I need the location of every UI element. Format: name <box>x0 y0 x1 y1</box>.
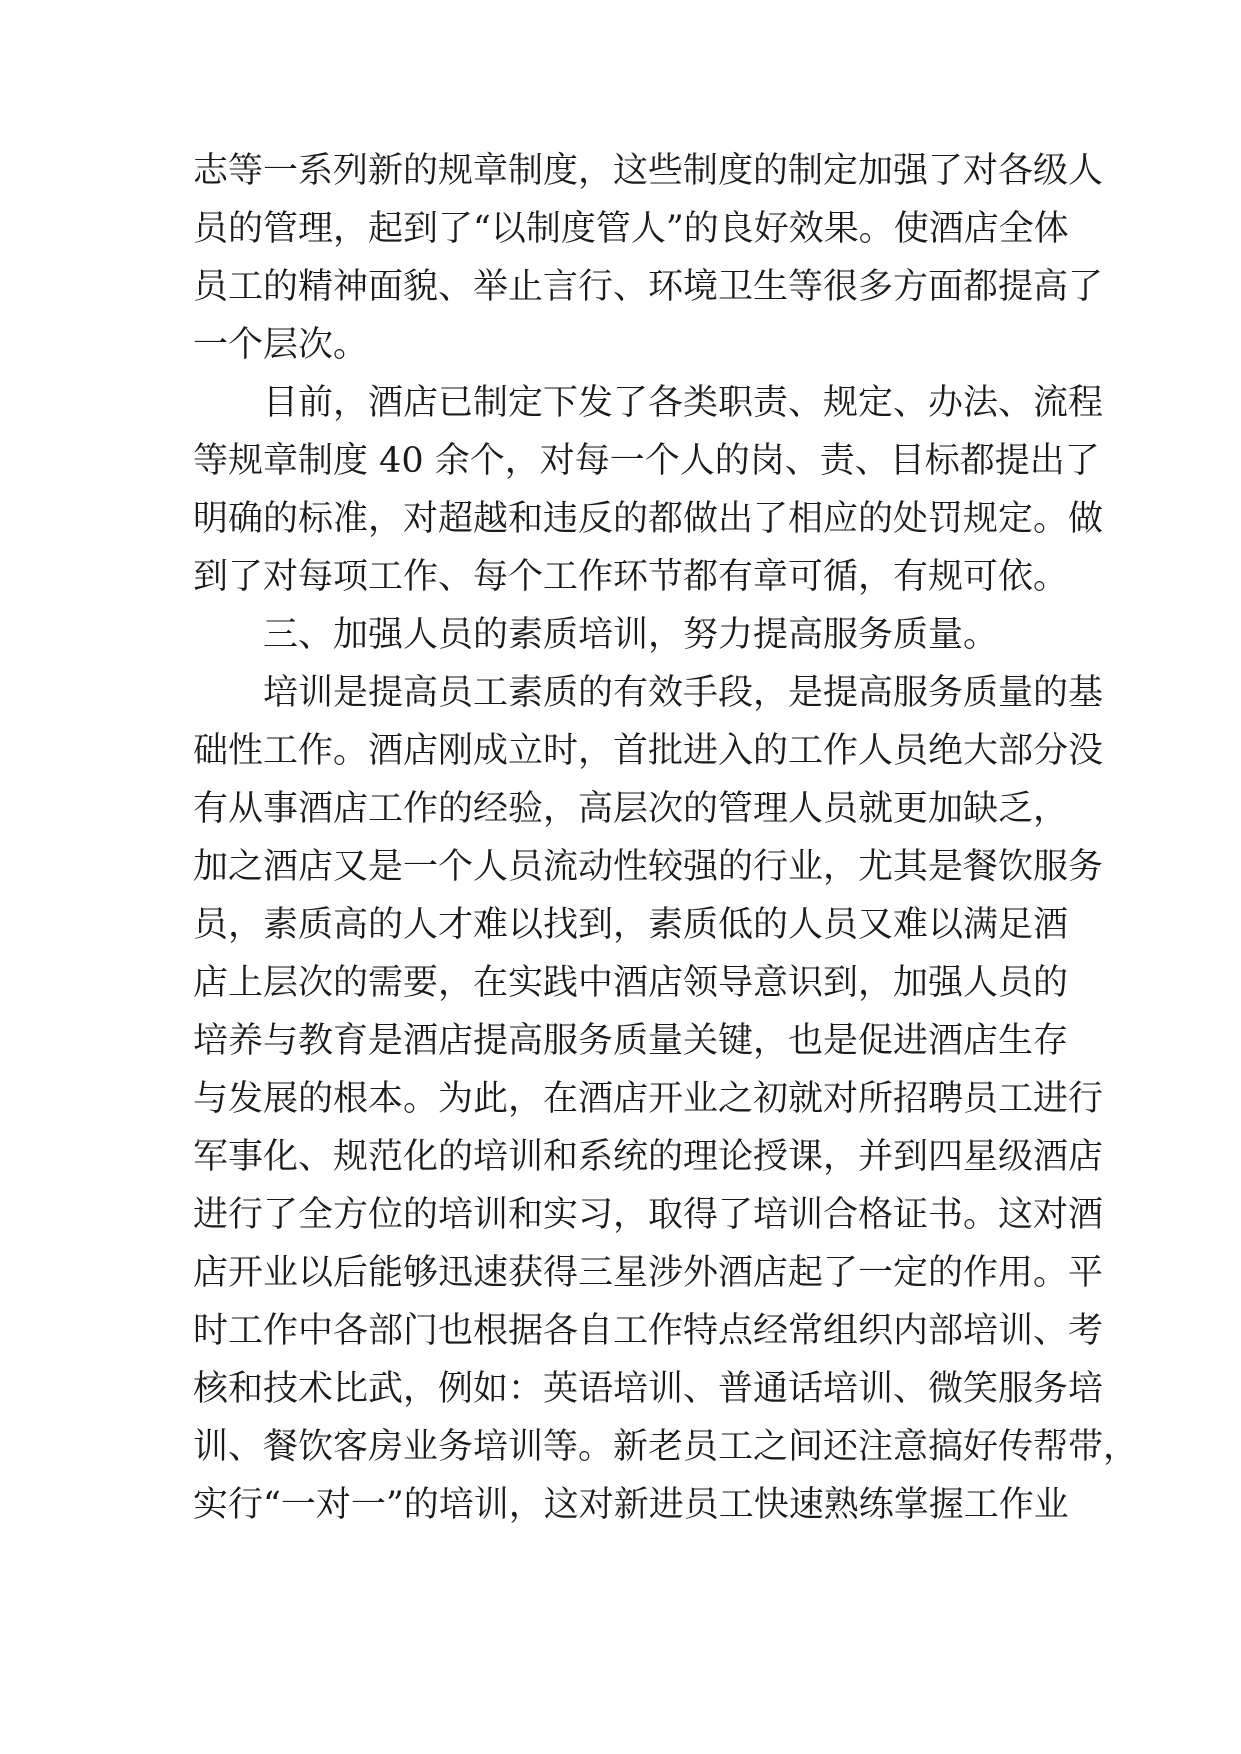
text-line: 有从事酒店工作的经验，高层次的管理人员就更加缺乏， <box>193 789 1069 829</box>
text-line: 与发展的根本。为此，在酒店开业之初就对所招聘员工进行 <box>193 1079 1104 1119</box>
text-line: 时工作中各部门也根据各自工作特点经常组织内部培训、考 <box>193 1311 1104 1351</box>
text-line: 础性工作。酒店刚成立时，首批进入的工作人员绝大部分没 <box>193 731 1104 771</box>
text-line: 明确的标准，对超越和违反的都做出了相应的处罚规定。做 <box>193 499 1104 539</box>
text-line: 训、餐饮客房业务培训等。新老员工之间还注意搞好传帮带， <box>193 1427 1139 1467</box>
text-line: 员，素质高的人才难以找到，素质低的人员又难以满足酒 <box>193 905 1069 945</box>
text-line: 员工的精神面貌、举止言行、环境卫生等很多方面都提高了 <box>193 267 1104 307</box>
text-line: 志等一系列新的规章制度，这些制度的制定加强了对各级人 <box>193 151 1104 191</box>
text-line: 进行了全方位的培训和实习，取得了培训合格证书。这对酒 <box>193 1195 1104 1235</box>
text-line: 实行“一对一”的培训，这对新进员工快速熟练掌握工作业 <box>193 1485 1069 1525</box>
text-line: 员的管理，起到了“以制度管人”的良好效果。使酒店全体 <box>193 209 1069 249</box>
text-line: 一个层次。 <box>193 325 369 365</box>
text-line: 店上层次的需要，在实践中酒店领导意识到，加强人员的 <box>193 963 1069 1003</box>
text-line: 目前，酒店已制定下发了各类职责、规定、办法、流程 <box>263 383 1104 423</box>
text-line: 培养与教育是酒店提高服务质量关键，也是促进酒店生存 <box>193 1021 1069 1061</box>
text-line: 店开业以后能够迅速获得三星涉外酒店起了一定的作用。平 <box>193 1253 1104 1293</box>
section-heading: 三、加强人员的素质培训，努力提高服务质量。 <box>263 615 999 655</box>
text-line: 军事化、规范化的培训和系统的理论授课，并到四星级酒店 <box>193 1137 1104 1177</box>
text-line: 核和技术比武，例如：英语培训、普通话培训、微笑服务培 <box>193 1369 1104 1409</box>
text-line: 加之酒店又是一个人员流动性较强的行业，尤其是餐饮服务 <box>193 847 1104 887</box>
body-text <box>193 142 1139 1534</box>
text-line: 培训是提高员工素质的有效手段，是提高服务质量的基 <box>263 673 1104 713</box>
text-line: 到了对每项工作、每个工作环节都有章可循，有规可依。 <box>193 557 1069 597</box>
text-line: 等规章制度 40 余个，对每一个人的岗、责、目标都提出了 <box>193 441 1100 481</box>
